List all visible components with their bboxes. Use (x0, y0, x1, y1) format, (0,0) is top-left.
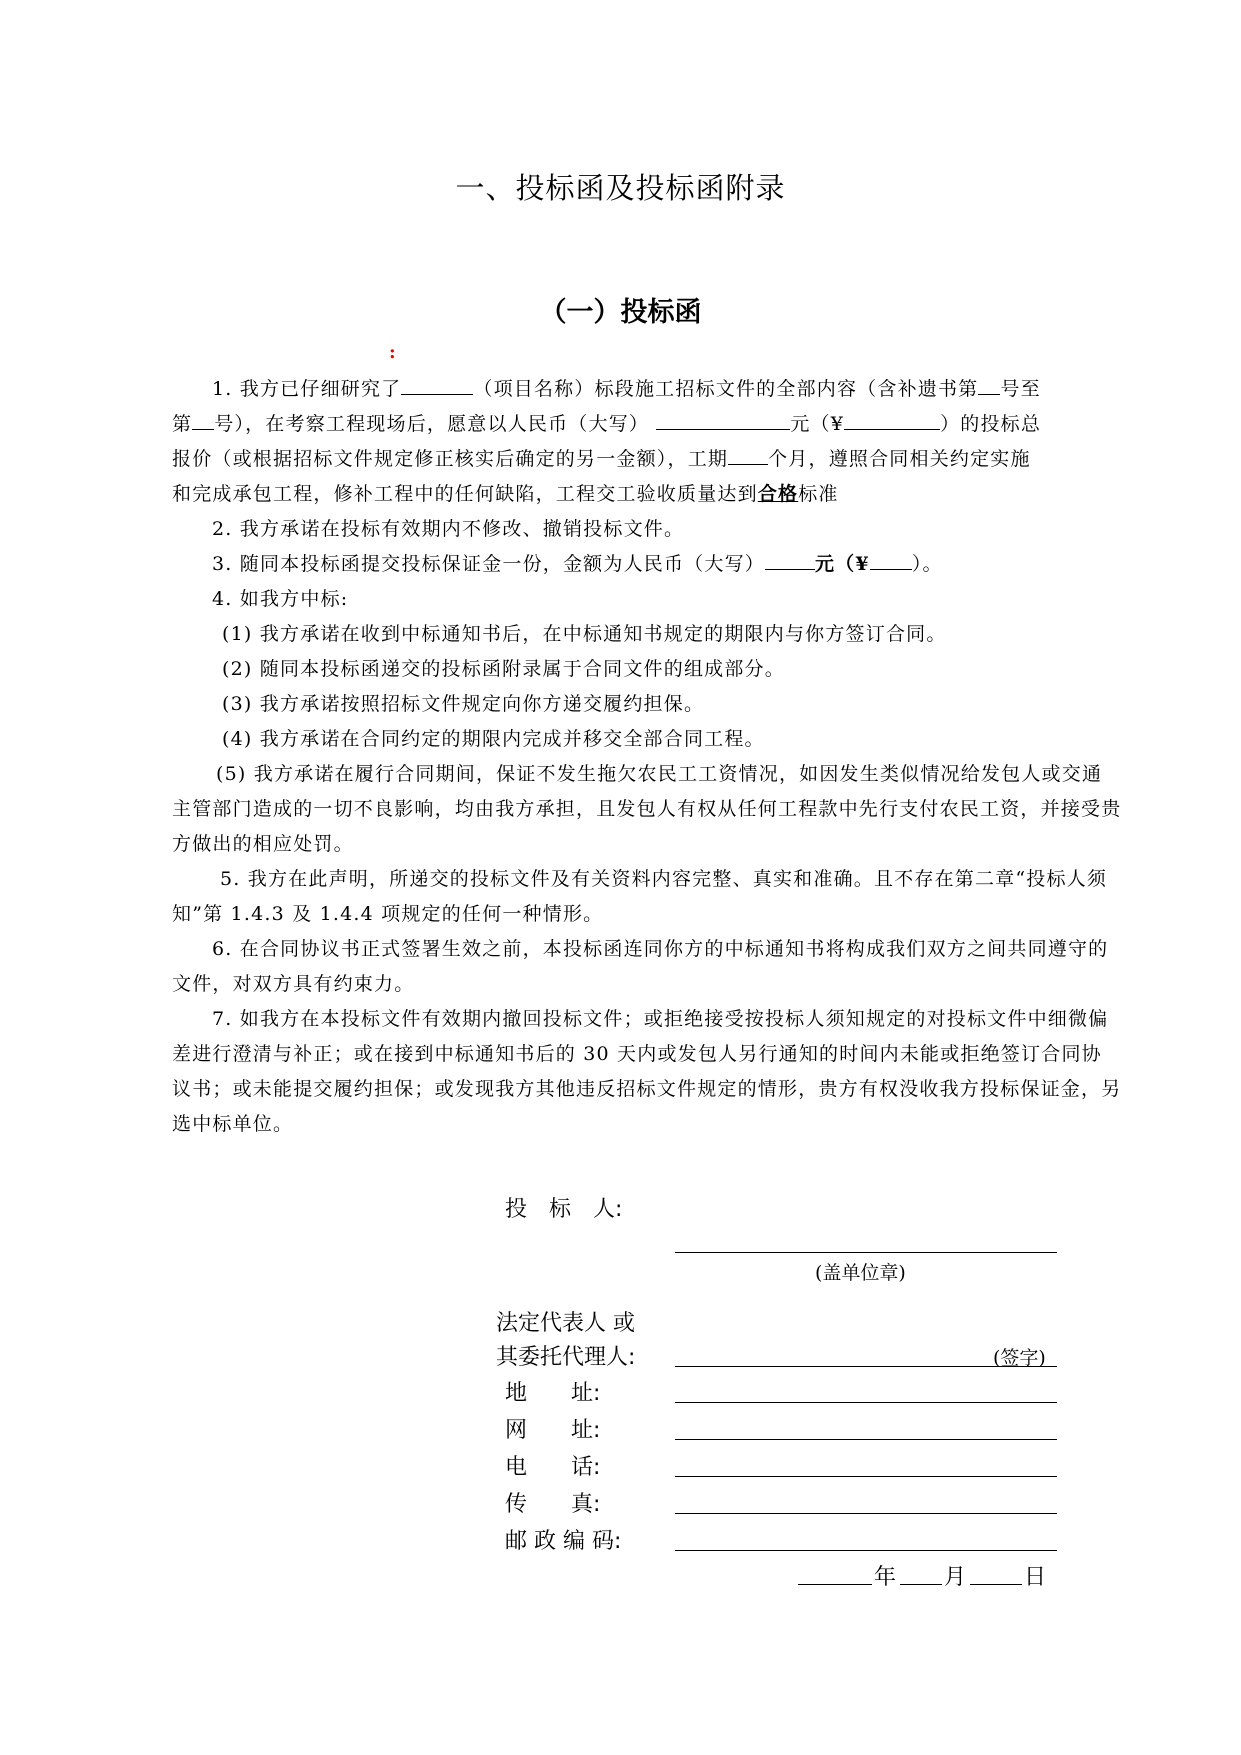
p1-text-g: ）的投标总 (940, 413, 1042, 435)
duration-blank (728, 442, 768, 465)
paragraph-4: 4. 如我方中标: (212, 588, 349, 610)
address-line (675, 1402, 1057, 1403)
p3-text-b: 元（¥ (814, 553, 870, 575)
p1-text-c: 号至 (1000, 378, 1041, 400)
postcode-label: 邮 政 编 码: (505, 1529, 622, 1554)
addendum-to-blank (192, 407, 214, 430)
month-blank (900, 1584, 942, 1585)
sign-note: (签字) (993, 1347, 1046, 1369)
website-line (675, 1439, 1057, 1440)
p1-text-f: 元（¥ (790, 413, 845, 435)
list-item-5: (5) 我方承诺在履行合同期间，保证不发生拖欠农民工工资情况，如因发生类似情况给发包人或交通主管部门造成的一切不良影响，均由我方承担，且发包人有权从任何工程款中先行支付农民工资，并接受贵方做出的相应处罚。 (172, 763, 1122, 855)
paragraph-6: 6. 在合同协议书正式签署生效之前，本投标函连同你方的中标通知书将构成我们双方之间共同遵守的文件，对双方具有约束力。 (172, 938, 1109, 995)
website-label: 网 址: (505, 1418, 601, 1443)
date-year: 年 (874, 1565, 897, 1590)
list-item: (2) 随同本投标函递交的投标函附录属于合同文件的组成部分。 (222, 658, 785, 680)
phone-line (675, 1476, 1057, 1477)
fax-line (675, 1513, 1057, 1514)
amount-words-blank (656, 407, 790, 430)
p1-text-e: 号），在考察工程现场后，愿意以人民币（大写） (214, 413, 650, 435)
list-item: (4) 我方承诺在合同约定的期限内完成并移交全部合同工程。 (222, 728, 765, 750)
amount-number-blank (844, 407, 940, 430)
addendum-from-blank (978, 372, 1000, 395)
year-blank (798, 1584, 872, 1585)
fax-label: 传 真: (505, 1492, 601, 1517)
day-blank (970, 1584, 1022, 1585)
letter-body (172, 372, 1122, 1142)
project-name-blank (401, 372, 473, 395)
legal-rep-label-1: 法定代表人 或 (496, 1311, 635, 1336)
bond-amount-words-blank (765, 547, 815, 570)
p1-text-h: 报价（或根据招标文件规定修正核实后确定的另一金额），工期 (172, 448, 729, 470)
p1-text-a: 1. 我方已仔细研究了 (212, 378, 402, 400)
legal-rep-label-2: 其委托代理人: (496, 1345, 636, 1370)
address-label: 地 址: (505, 1381, 601, 1406)
date-day: 日 (1024, 1565, 1047, 1590)
paragraph-2: 2. 我方承诺在投标有效期内不修改、撤销投标文件。 (212, 518, 685, 540)
p1-text-j: 和完成承包工程，修补工程中的任何缺陷，工程交工验收质量达到 (172, 483, 758, 505)
page-title: 一、投标函及投标函附录 (455, 171, 786, 205)
p1-text-d: 第 (172, 413, 193, 435)
seal-note: (盖单位章) (815, 1262, 906, 1284)
postcode-line (675, 1550, 1057, 1551)
section-title: （一）投标函 (539, 297, 702, 328)
list-item: (1) 我方承诺在收到中标通知书后，在中标通知书规定的期限内与你方签订合同。 (222, 623, 947, 645)
quality-standard: 合格 (757, 483, 799, 505)
date-month: 月 (944, 1565, 967, 1590)
paragraph-3 (172, 547, 1122, 582)
bidder-line (675, 1252, 1057, 1253)
p3-text-c: ）。 (911, 553, 943, 575)
bidder-label: 投 标 人: (505, 1197, 623, 1222)
p1-text-i: 个月，遵照合同相关约定实施 (768, 448, 1031, 470)
paragraph-7: 7. 如我方在本投标文件有效期内撤回投标文件；或拒绝接受按投标人须知规定的对投标文件中细微偏差进行澄清与补正；或在接到中标通知书后的 30 天内或发包人另行通知的时间内未能或拒绝签订合同协议书；或未能提交履约担保；或发现我方其他违反招标文件规定的情形，贵方有权没收我方投标保证金，另选中标单位。 (172, 1008, 1122, 1135)
p3-text-a: 3. 随同本投标函提交投标保证金一份，金额为人民币（大写） (212, 553, 765, 575)
p1-text-b: （项目名称）标段施工招标文件的全部内容（含补遗书第 (473, 378, 979, 400)
paragraph-1 (172, 372, 1122, 512)
bond-amount-number-blank (870, 547, 912, 570)
list-item: (3) 我方承诺按照招标文件规定向你方递交履约担保。 (222, 693, 705, 715)
red-colon-mark: : (389, 342, 396, 363)
paragraph-5: 5. 我方在此声明，所递交的投标文件及有关资料内容完整、真实和准确。且不存在第二章“投标人须知”第 1.4.3 及 1.4.4 项规定的任何一种情形。 (172, 868, 1108, 925)
p1-text-l: 标准 (798, 483, 839, 505)
phone-label: 电 话: (505, 1455, 601, 1480)
